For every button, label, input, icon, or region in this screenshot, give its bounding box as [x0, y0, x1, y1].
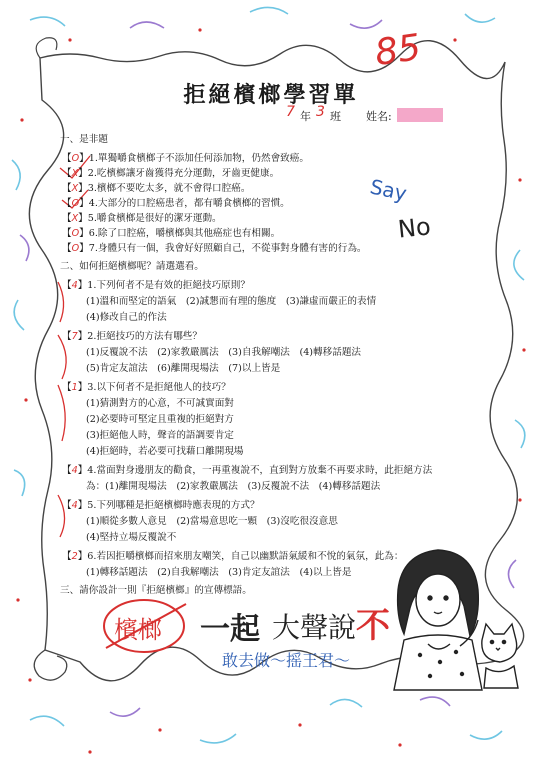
class-label: 班 — [330, 110, 341, 123]
grade-label: 年 — [300, 110, 311, 123]
tf-item-6: 【O】6.除了口腔癌，嚼檳榔與其他癌症也有相關。 — [62, 228, 281, 239]
mc-question-1: 【4】1.下列何者不是有效的拒絕技巧原則？ — [62, 280, 250, 291]
section2-heading: 二、如何拒絕檳榔呢？請選選看。 — [60, 261, 204, 272]
name-redaction — [397, 108, 443, 122]
note-no: No — [396, 212, 433, 244]
mc-q5-options-a: (1)順從多數人意見 (2)當場意思吃一顆 (3)沒吃很沒意思 — [86, 516, 338, 527]
mc-q5-options-b: (4)堅持立場反覆說不 — [86, 532, 177, 543]
tf-item-2: 【X】2.吃檳榔讓牙齒獲得充分運動，牙齒更健康。 — [62, 168, 280, 179]
tf-item-1: 【O】1.單獨嚼食檳榔子不添加任何添加物，仍然會致癌。 — [62, 153, 309, 164]
mc-question-2: 【7】2.拒絕技巧的方法有哪些？ — [62, 331, 202, 342]
slogan-signature: 敢去做～摇王君～ — [222, 651, 351, 670]
mc-q3-option-1: (1)猜測對方的心意，不可誠實面對 — [86, 398, 234, 409]
mc-q2-options-a: (1)反覆說不法 (2)家教嚴厲法 (3)自我解嘲法 (4)轉移話題法 — [86, 347, 362, 358]
mc-question-6: 【2】6.若因拒嚼檳榔而招來朋友嘲笑，自己以幽默語氣緩和不悅的氣氛，此為： — [62, 551, 404, 562]
slogan-circled-word: 檳榔 — [114, 616, 162, 644]
grade-value: 7 — [286, 104, 295, 120]
tf-item-5: 【X】5.嚼食檳榔是很好的潔牙運動。 — [62, 213, 222, 224]
mc-q2-options-b: (5)肯定友誼法 (6)離開現場法 (7)以上皆是 — [86, 363, 281, 374]
tf-item-3: 【X】3.檳榔不要吃太多，就不會得口腔癌。 — [62, 183, 251, 194]
mc-q3-option-4: (4)拒絕時，若必要可找藉口離開現場 — [86, 446, 244, 457]
slogan-part-2: 大聲說 — [272, 611, 357, 644]
mc-question-5: 【4】5.下列哪種是拒絕檳榔時應表現的方式？ — [62, 500, 260, 511]
note-say: Say — [367, 174, 409, 206]
mc-q3-option-3: (3)拒絕他人時，聲音的語調要肯定 — [86, 430, 234, 441]
tf-item-7: 【O】7.身體只有一個，我會好好照顧自己，不從事對身體有害的行為。 — [62, 243, 367, 254]
slogan-part-3: 不 — [356, 606, 390, 646]
mc-q1-options-b: (4)修改自己的作法 — [86, 312, 167, 323]
name-label: 姓名: — [366, 110, 392, 123]
slogan-part-1: 一起 — [200, 612, 260, 647]
mc-q3-option-2: (2)必要時可堅定且重複的拒絕對方 — [86, 414, 234, 425]
curl-corner — [34, 650, 67, 680]
section1-heading: 一、是非題 — [60, 134, 108, 145]
mc-question-4: 【4】4.當面對身邊朋友的勸食，一再重複說不，直到對方放棄不再要求時，此拒絕方法 — [62, 465, 433, 476]
score-mark: 85 — [372, 27, 424, 74]
mc-q4-options: 為：(1)離開現場法 (2)家教嚴厲法 (3)反覆說不法 (4)轉移話題法 — [86, 481, 381, 492]
mc-q6-options: (1)轉移話題法 (2)自我解嘲法 (3)肯定友誼法 (4)以上皆是 — [86, 567, 352, 578]
mc-q1-options-a: (1)溫和而堅定的語氣 (2)誠懇而有理的態度 (3)謙虛而嚴正的表情 — [86, 296, 377, 307]
cat-illustration — [482, 624, 518, 688]
tf-item-4: 【O】4.大部分的口腔癌患者，都有嚼食檳榔的習慣。 — [62, 198, 290, 209]
mc-question-3: 【1】3.以下何者不是拒絕他人的技巧？ — [62, 382, 231, 393]
class-value: 3 — [316, 104, 325, 120]
page-title: 拒絕檳榔學習單 — [183, 82, 359, 108]
section3-heading: 三、請你設計一則『拒絕檳榔』的宣傳標語。 — [60, 585, 252, 596]
girl-illustration — [394, 550, 482, 690]
